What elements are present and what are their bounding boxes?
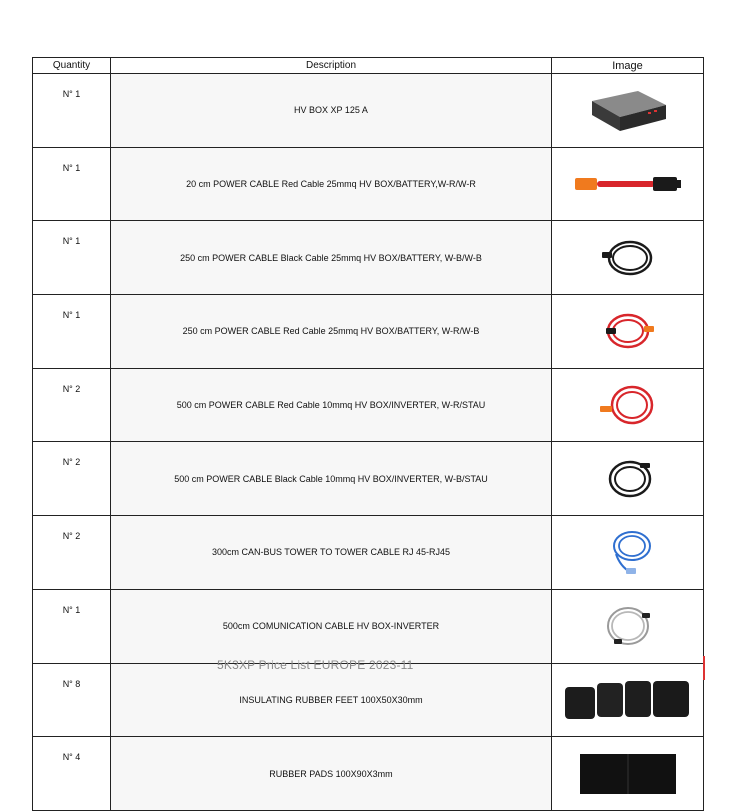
black-cable-coil-icon [600, 237, 656, 279]
image-cell [552, 442, 704, 516]
rubber-pad-icon [578, 752, 678, 796]
image-cell [552, 295, 704, 369]
table-header-row [33, 58, 704, 74]
image-cell [552, 74, 704, 148]
red-edge-mark [703, 656, 705, 680]
image-cell [552, 516, 704, 590]
header-image: Image [552, 58, 704, 74]
footer-watermark: 5K3XP Price List EUROPE 2023-11 [217, 658, 414, 672]
quantity-cell: N° 4 [33, 737, 111, 811]
image-cell [552, 589, 704, 663]
description-cell: 500cm COMUNICATION CABLE HV BOX-INVERTER [111, 589, 552, 663]
quantity-cell: N° 1 [33, 74, 111, 148]
description-cell: 250 cm POWER CABLE Black Cable 25mmq HV BOX/BATTERY, W-B/W-B [111, 221, 552, 295]
table-row [33, 737, 704, 811]
description-cell: 500 cm POWER CABLE Black Cable 10mmq HV BOX/INVERTER, W-B/STAU [111, 442, 552, 516]
header-description: Description [111, 58, 552, 74]
image-cell [552, 147, 704, 221]
quantity-cell: N° 1 [33, 589, 111, 663]
blue-network-cable-icon [600, 526, 656, 578]
table-row [33, 442, 704, 516]
hv-box-icon [586, 85, 670, 135]
table-row [33, 74, 704, 148]
description-cell: 300cm CAN-BUS TOWER TO TOWER CABLE RJ 45-RJ45 [111, 516, 552, 590]
description-cell: HV BOX XP 125 A [111, 74, 552, 148]
image-cell [552, 221, 704, 295]
quantity-cell: N° 2 [33, 368, 111, 442]
description-cell: 500 cm POWER CABLE Red Cable 10mmq HV BOX/INVERTER, W-R/STAU [111, 368, 552, 442]
red-cable-coil-icon [598, 382, 658, 428]
white-cable-coil-icon [600, 603, 656, 649]
black-cable-coil-icon [600, 457, 656, 501]
price-list-table-container [32, 57, 703, 779]
header-quantity: Quantity [33, 58, 111, 74]
quantity-cell: N° 2 [33, 442, 111, 516]
image-cell [552, 737, 704, 811]
price-list-table [32, 57, 704, 811]
image-cell [552, 368, 704, 442]
table-row [33, 368, 704, 442]
description-cell: RUBBER PADS 100X90X3mm [111, 737, 552, 811]
table-row [33, 295, 704, 369]
table-row [33, 516, 704, 590]
description-cell: 250 cm POWER CABLE Red Cable 25mmq HV BOX/BATTERY, W-R/W-B [111, 295, 552, 369]
red-short-cable-icon [573, 171, 683, 197]
description-cell: INSULATING RUBBER FEET 100X50X30mm [111, 663, 552, 737]
table-row [33, 589, 704, 663]
table-row [33, 221, 704, 295]
quantity-cell: N° 1 [33, 221, 111, 295]
red-cable-coil-icon [600, 310, 656, 352]
quantity-cell: N° 8 [33, 663, 111, 737]
quantity-cell: N° 1 [33, 147, 111, 221]
description-cell: 20 cm POWER CABLE Red Cable 25mmq HV BOX/BATTERY,W-R/W-R [111, 147, 552, 221]
table-row [33, 147, 704, 221]
quantity-cell: N° 2 [33, 516, 111, 590]
quantity-cell: N° 1 [33, 295, 111, 369]
